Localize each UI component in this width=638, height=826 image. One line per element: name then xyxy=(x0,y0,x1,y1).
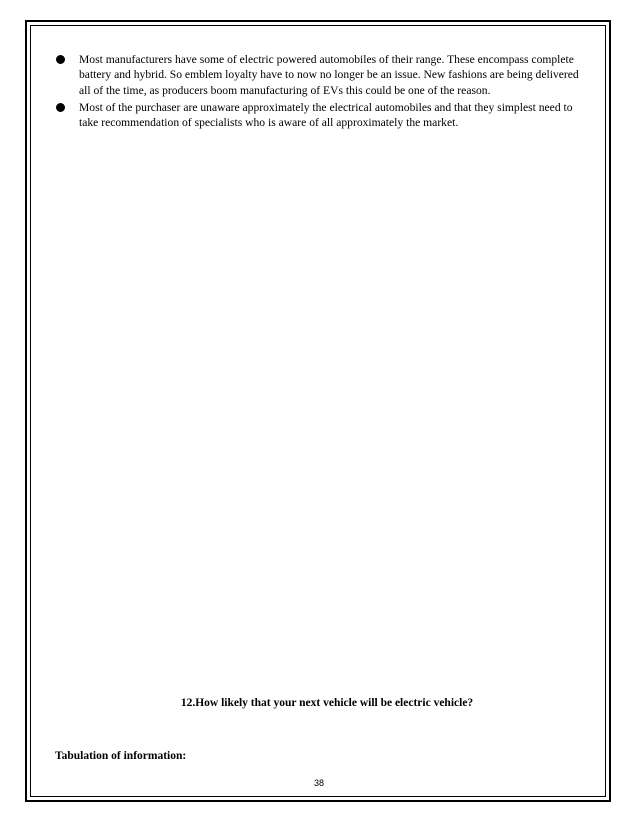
bullet-item xyxy=(55,100,585,131)
bullet-dot-icon xyxy=(56,55,65,64)
bullet-text: Most of the purchaser are unaware approximately the electrical automobiles and that they simplest need to take recommendation of specialists who is aware of all approximately the market. xyxy=(79,100,573,130)
bullet-list xyxy=(55,52,585,132)
page-number: 38 xyxy=(313,778,324,788)
bullet-text: Most manufacturers have some of electric powered automobiles of their range. These encompass complete battery and hybrid. So emblem loyalty have to now no longer be an issue. New fashions are being delivered all of the time, as producers boom manufacturing of EVs this could be one of the reason. xyxy=(79,53,579,97)
survey-question: 12.How likely that your next vehicle will be electric vehicle? xyxy=(180,697,474,709)
bullet-dot-icon xyxy=(56,103,65,112)
page-border-inner xyxy=(30,25,606,797)
tabulation-heading: Tabulation of information: xyxy=(55,750,187,762)
bullet-item xyxy=(55,52,585,98)
